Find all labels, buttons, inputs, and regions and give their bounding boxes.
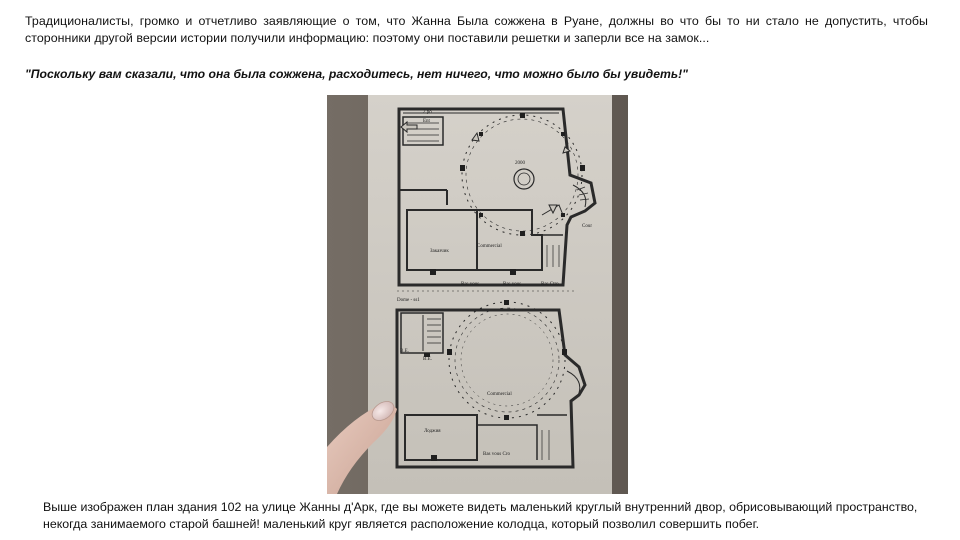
- plan-label-top-2: Ent: [423, 119, 430, 124]
- plan-label-center: 2000: [515, 161, 525, 166]
- plan-label-bottom-3: Bas Ctro: [541, 282, 559, 287]
- quote-text: "Поскольку вам сказали, что она была сожжена, расходитесь, нет ничего, что можно было бы увидеть!": [25, 67, 688, 81]
- floor-plan-photo: [327, 95, 628, 494]
- plan-label-lower-small-2: B.E.: [423, 357, 432, 362]
- plan-label-room-mid: Commercial: [477, 244, 502, 249]
- plan-label-top-1: 2 рo: [423, 110, 432, 115]
- plan-label-lower-small-1: B.E.: [400, 349, 409, 354]
- plan-label-room-left: Заказчик: [430, 249, 449, 254]
- plan-label-right: Cour: [582, 224, 592, 229]
- plan-label-bottom-2: Bas vous: [503, 282, 522, 287]
- caption-text: Выше изображен план здания 102 на улице Жанны д'Арк, где вы можете видеть маленький круглый внутренний двор, обрисовывающий пространство, некогда занимаемого старой башней! маленький круг является расположение колодца, который позволил совершить побег.: [43, 500, 918, 531]
- plan-label-lower-room-bottom: Bas vous Cro: [483, 452, 510, 457]
- plan-section-label: Dome - ss1: [397, 298, 420, 303]
- intro-paragraph: Традиционалисты, громко и отчетливо заявляющие о том, что Жанна Была сожжена в Руане, должны во что бы то ни стало не допустить, чтобы сторонники другой версии истории получили информацию: поэтому они поставили решетки и заперли все на замок...: [25, 14, 928, 45]
- plan-label-lower-room-mid: Commercial: [487, 392, 512, 397]
- plan-label-lower-room-left: Лоджия: [424, 429, 441, 434]
- plan-label-bottom-1: Bas vous: [461, 282, 480, 287]
